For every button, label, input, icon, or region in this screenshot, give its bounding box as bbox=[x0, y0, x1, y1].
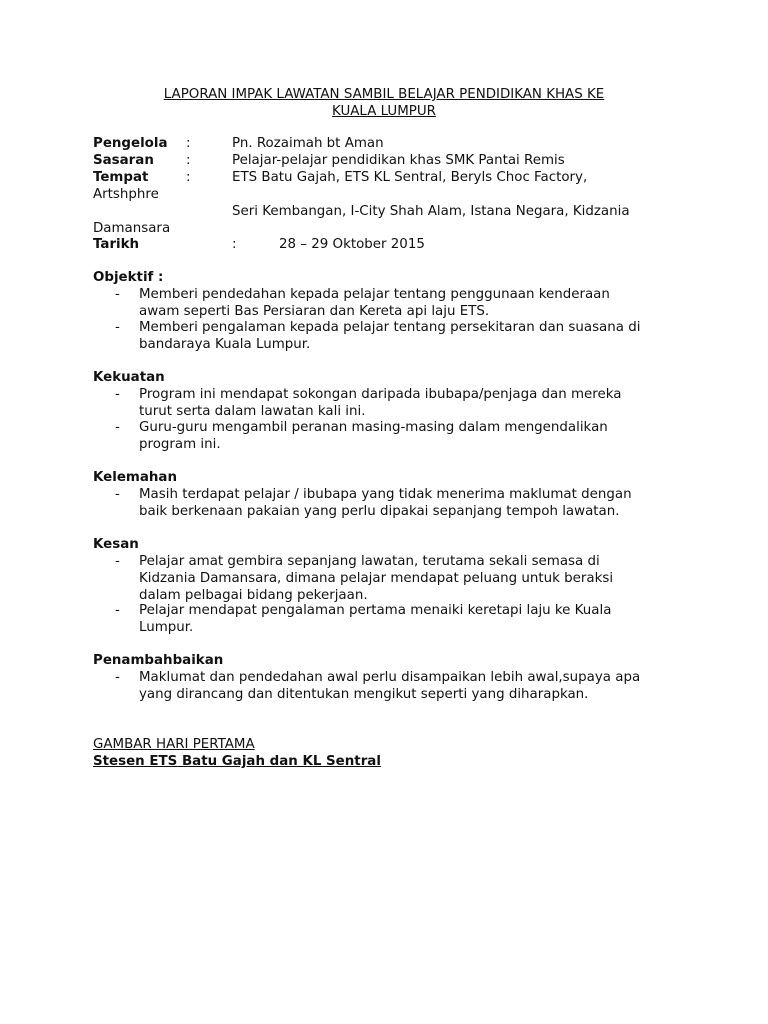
objektif-item-2-line-1: Memberi pengalaman kepada pelajar tentang persekitaran dan suasana di bbox=[139, 320, 641, 335]
gambar-subheading: Stesen ETS Batu Gajah dan KL Sentral bbox=[93, 754, 381, 769]
bullet-dash: - bbox=[115, 603, 120, 618]
bullet-dash: - bbox=[115, 670, 120, 685]
tempat-wrap-2: Damansara bbox=[93, 221, 171, 236]
document-title bbox=[93, 87, 675, 121]
tempat-value-line-2: Seri Kembangan, I-City Shah Alam, Istana Negara, Kidzania bbox=[232, 204, 630, 219]
title-line-2: KUALA LUMPUR bbox=[332, 103, 436, 119]
penambahbaikan-item-1-line-2: yang dirancang dan ditentukan mengikut seperti yang diharapkan. bbox=[139, 686, 589, 702]
tarikh-label: Tarikh bbox=[93, 237, 140, 252]
penambahbaikan-item-1-line-1: Maklumat dan pendedahan awal perlu disampaikan lebih awal,supaya apa bbox=[139, 670, 641, 685]
kekuatan-item bbox=[93, 387, 693, 421]
objektif-item-1-line-1: Memberi pendedahan kepada pelajar tentang penggunaan kenderaan bbox=[139, 287, 610, 302]
pengelola-label: Pengelola bbox=[93, 136, 168, 151]
bullet-dash: - bbox=[115, 554, 120, 569]
kesan-item-1-line-3: dalam pelbagai bidang pekerjaan. bbox=[139, 587, 368, 603]
bullet-dash: - bbox=[115, 320, 120, 335]
kekuatan-heading: Kekuatan bbox=[93, 370, 165, 385]
pengelola-colon: : bbox=[186, 136, 191, 151]
tempat-value-line-1: ETS Batu Gajah, ETS KL Sentral, Beryls Choc Factory, bbox=[232, 170, 588, 185]
bullet-dash: - bbox=[115, 487, 120, 502]
gambar-heading: GAMBAR HARI PERTAMA bbox=[93, 737, 255, 752]
tarikh-value: 28 – 29 Oktober 2015 bbox=[279, 237, 425, 252]
kekuatan-item-2-line-2: program ini. bbox=[139, 436, 221, 452]
kesan-item-1-line-2: Kidzania Damansara, dimana pelajar mendapat peluang untuk beraksi bbox=[139, 570, 614, 586]
objektif-heading: Objektif : bbox=[93, 270, 164, 285]
bullet-dash: - bbox=[115, 287, 120, 302]
penambahbaikan-heading: Penambahbaikan bbox=[93, 653, 224, 668]
sasaran-label: Sasaran bbox=[93, 153, 154, 168]
kelemahan-item-1-line-2: baik berkenaan pakaian yang perlu dipakai sepanjang tempoh lawatan. bbox=[139, 503, 620, 519]
kekuatan-item bbox=[93, 420, 693, 454]
kesan-item-2-line-1: Pelajar mendapat pengalaman pertama menaiki keretapi laju ke Kuala bbox=[139, 603, 612, 618]
objektif-item-1-line-2: awam seperti Bas Persiaran dan Kereta api laju ETS. bbox=[139, 303, 490, 319]
kekuatan-item-2-line-1: Guru-guru mengambil peranan masing-masing dalam mengendalikan bbox=[139, 420, 608, 435]
title-line-1: LAPORAN IMPAK LAWATAN SAMBIL BELAJAR PENDIDIKAN KHAS KE bbox=[163, 87, 605, 102]
sasaran-colon: : bbox=[186, 153, 191, 168]
kesan-item bbox=[93, 554, 693, 604]
objektif-item bbox=[93, 320, 693, 354]
sasaran-value: Pelajar-pelajar pendidikan khas SMK Pantai Remis bbox=[232, 153, 565, 168]
tempat-label: Tempat bbox=[93, 170, 149, 185]
kelemahan-item-1-line-1: Masih terdapat pelajar / ibubapa yang tidak menerima maklumat dengan bbox=[139, 487, 632, 502]
tempat-wrap-1: Artshphre bbox=[93, 187, 159, 202]
tempat-colon: : bbox=[186, 170, 191, 185]
kelemahan-item bbox=[93, 487, 693, 521]
objektif-item bbox=[93, 287, 693, 321]
penambahbaikan-item bbox=[93, 670, 693, 704]
kesan-item bbox=[93, 603, 693, 637]
kekuatan-item-1-line-1: Program ini mendapat sokongan daripada ibubapa/penjaga dan mereka bbox=[139, 387, 622, 402]
kekuatan-item-1-line-2: turut serta dalam lawatan kali ini. bbox=[139, 403, 366, 419]
pengelola-value: Pn. Rozaimah bt Aman bbox=[232, 136, 384, 151]
bullet-dash: - bbox=[115, 420, 120, 435]
objektif-item-2-line-2: bandaraya Kuala Lumpur. bbox=[139, 336, 311, 352]
tarikh-colon: : bbox=[232, 237, 237, 252]
bullet-dash: - bbox=[115, 387, 120, 402]
kelemahan-heading: Kelemahan bbox=[93, 470, 177, 485]
kesan-heading: Kesan bbox=[93, 537, 139, 552]
kesan-item-1-line-1: Pelajar amat gembira sepanjang lawatan, terutama sekali semasa di bbox=[139, 554, 600, 569]
kesan-item-2-line-2: Lumpur. bbox=[139, 619, 194, 635]
